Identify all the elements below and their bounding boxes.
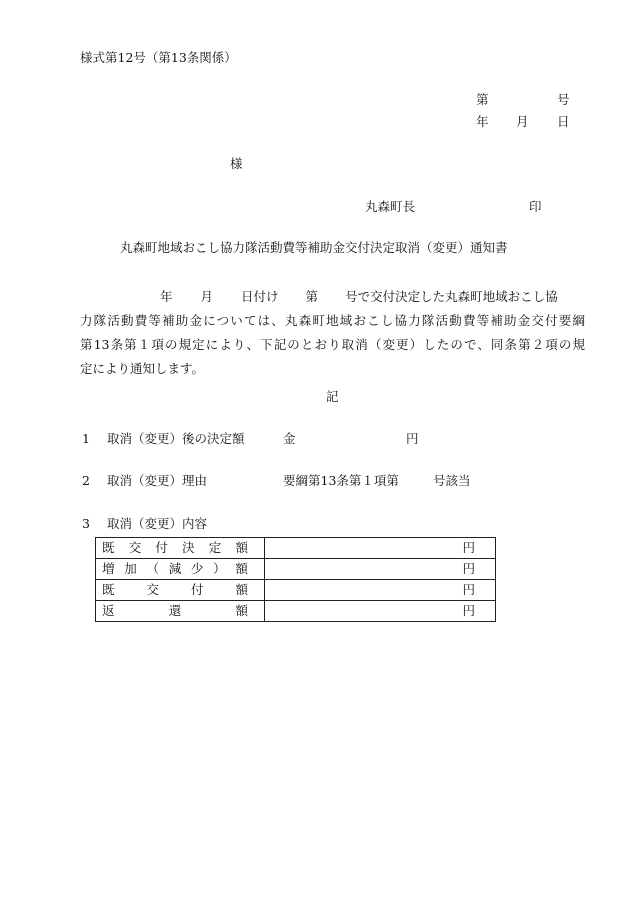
label-char: 付	[155, 539, 168, 555]
body-day-suffix: 日付け	[241, 289, 279, 304]
body-line-1	[80, 285, 585, 309]
amount-value-cell	[265, 601, 496, 622]
body-line-3: 第13条第１項の規定により、下記のとおり取消（変更）したので、同条第２項の規	[80, 337, 585, 352]
item2-value: 要綱第13条第１項第	[283, 473, 399, 488]
body-month: 月	[200, 289, 214, 304]
label-char: 減	[168, 560, 182, 576]
body-year: 年	[160, 289, 173, 304]
yen-unit: 円	[462, 539, 475, 555]
issuer-title: 丸森町長	[365, 199, 416, 214]
table-row	[96, 538, 496, 559]
row-label	[96, 538, 265, 559]
date-month-label: 月	[516, 114, 529, 129]
amount-value-cell	[265, 580, 496, 601]
label-char: 少	[190, 560, 204, 576]
ref-go-label: 号	[557, 92, 570, 107]
amount-value-cell	[265, 538, 496, 559]
label-char: 還	[168, 602, 182, 618]
yen-unit: 円	[462, 560, 475, 576]
item1-yen: 円	[406, 431, 419, 446]
label-char: 既	[102, 581, 115, 597]
body-paragraph	[80, 285, 585, 381]
body-line-2: 力隊活動費等補助金については、丸森町地域おこし協力隊活動費等補助金交付要綱	[80, 313, 585, 328]
label-char: 定	[208, 539, 222, 555]
row-label	[96, 601, 265, 622]
yen-unit: 円	[462, 602, 475, 618]
body-no: 第	[305, 289, 319, 304]
label-char: 額	[235, 560, 248, 576]
form-id: 様式第12号（第13条関係）	[80, 50, 237, 65]
label-char: 交	[128, 539, 142, 555]
table-row	[96, 559, 496, 580]
yen-unit: 円	[462, 581, 475, 597]
date-day-label: 日	[557, 114, 570, 129]
item2-label: 取消（変更）理由	[107, 473, 208, 488]
label-char: ）	[213, 560, 226, 576]
body-line1-rest: 号で交付決定した丸森町地域おこし協	[345, 289, 558, 304]
label-char: 額	[235, 602, 248, 618]
label-char: 既	[102, 539, 115, 555]
label-char: 決	[182, 539, 195, 555]
label-char: 付	[190, 581, 204, 597]
item3-label: 取消（変更）内容	[107, 516, 208, 531]
row-label	[96, 580, 265, 601]
label-char: 返	[102, 602, 115, 618]
item3-number: 3	[82, 516, 90, 531]
date-year-label: 年	[476, 114, 489, 129]
table-row	[96, 601, 496, 622]
addressee-suffix: 様	[230, 156, 243, 171]
issuer-seal: 印	[529, 199, 542, 214]
doc-title: 丸森町地域おこし協力隊活動費等補助金交付決定取消（変更）通知書	[120, 240, 508, 255]
table-row	[96, 580, 496, 601]
amounts-table	[95, 537, 496, 622]
label-char: 加	[124, 560, 137, 576]
label-char: 交	[146, 581, 159, 597]
label-char: （	[146, 560, 159, 576]
item2-number: 2	[82, 473, 90, 488]
label-char: 額	[235, 581, 248, 597]
item1-label: 取消（変更）後の決定額	[107, 431, 245, 446]
item2-suffix: 号該当	[433, 473, 471, 488]
ref-no-label: 第	[476, 92, 489, 107]
row-label	[96, 559, 265, 580]
item1-kin: 金	[283, 431, 296, 446]
item1-number: 1	[82, 431, 90, 446]
label-char: 増	[102, 560, 115, 576]
body-line-4: 定により通知します。	[80, 361, 205, 376]
ki-heading: 記	[326, 389, 339, 404]
amount-value-cell	[265, 559, 496, 580]
label-char: 額	[235, 539, 248, 555]
